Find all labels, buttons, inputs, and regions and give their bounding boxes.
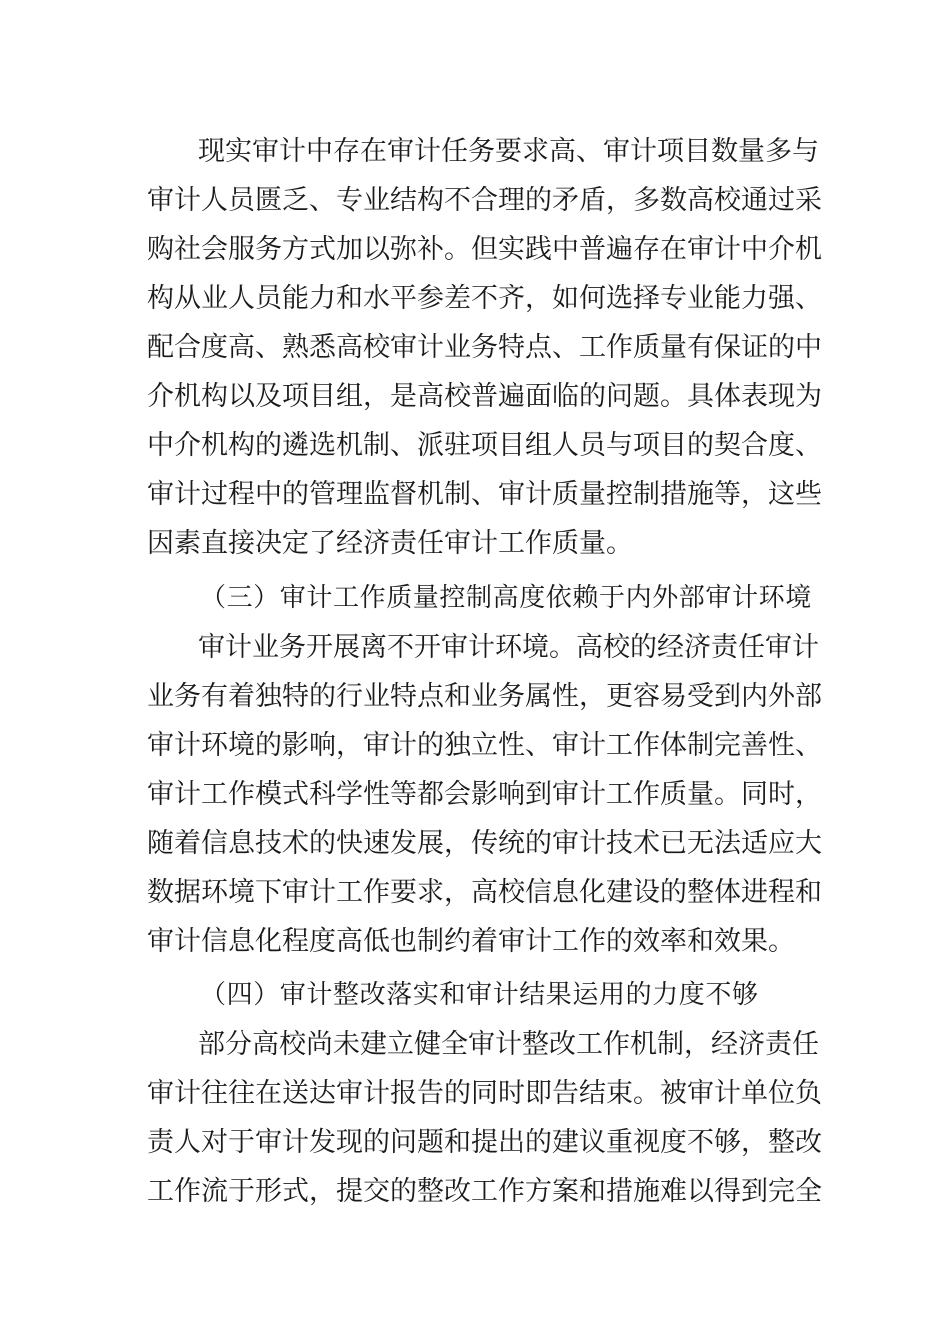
paragraph-2-line-3: 审计环境的影响，审计的独立性、审计工作体制完善性、 bbox=[147, 730, 822, 761]
paragraph-2-line-6: 数据环境下审计工作要求，高校信息化建设的整体进程和 bbox=[147, 877, 822, 908]
paragraph-3-line-3: 责人对于审计发现的问题和提出的建议重视度不够，整改 bbox=[147, 1127, 822, 1158]
paragraph-2-line-4: 审计工作模式科学性等都会影响到审计工作质量。同时， bbox=[147, 779, 822, 810]
paragraph-2-line-1: 审计业务开展离不开审计环境。高校的经济责任审计 bbox=[198, 632, 819, 663]
paragraph-1-line-1: 现实审计中存在审计任务要求高、审计项目数量多与 bbox=[198, 136, 819, 167]
paragraph-3-line-2: 审计往往在送达审计报告的同时即告结束。被审计单位负 bbox=[147, 1078, 822, 1109]
paragraph-1-line-8: 审计过程中的管理监督机制、审计质量控制措施等，这些 bbox=[147, 479, 822, 510]
paragraph-1-line-4: 构从业人员能力和水平参差不齐，如何选择专业能力强、 bbox=[147, 283, 822, 314]
paragraph-1-line-5: 配合度高、熟悉高校审计业务特点、工作质量有保证的中 bbox=[147, 332, 822, 363]
section-heading-4: （四）审计整改落实和审计结果运用的力度不够 bbox=[200, 980, 759, 1010]
paragraph-1-line-2: 审计人员匮乏、专业结构不合理的矛盾，多数高校通过采 bbox=[147, 185, 822, 216]
paragraph-3-line-1: 部分高校尚未建立健全审计整改工作机制，经济责任 bbox=[198, 1029, 819, 1060]
paragraph-2-line-7: 审计信息化程度高低也制约着审计工作的效率和效果。 bbox=[147, 926, 795, 957]
paragraph-1-line-3: 购社会服务方式加以弥补。但实践中普遍存在审计中介机 bbox=[147, 234, 822, 265]
paragraph-1-line-9: 因素直接决定了经济责任审计工作质量。 bbox=[147, 528, 633, 559]
paragraph-3-line-4: 工作流于形式，提交的整改工作方案和措施难以得到完全 bbox=[147, 1176, 822, 1207]
section-heading-3: （三）审计工作质量控制高度依赖于内外部审计环境 bbox=[200, 583, 812, 613]
paragraph-2-line-5: 随着信息技术的快速发展，传统的审计技术已无法适应大 bbox=[147, 828, 822, 859]
paragraph-2-line-2: 业务有着独特的行业特点和业务属性，更容易受到内外部 bbox=[147, 681, 822, 712]
paragraph-1-line-7: 中介机构的遴选机制、派驻项目组人员与项目的契合度、 bbox=[147, 430, 822, 461]
paragraph-1-line-6: 介机构以及项目组，是高校普遍面临的问题。具体表现为 bbox=[147, 381, 822, 412]
